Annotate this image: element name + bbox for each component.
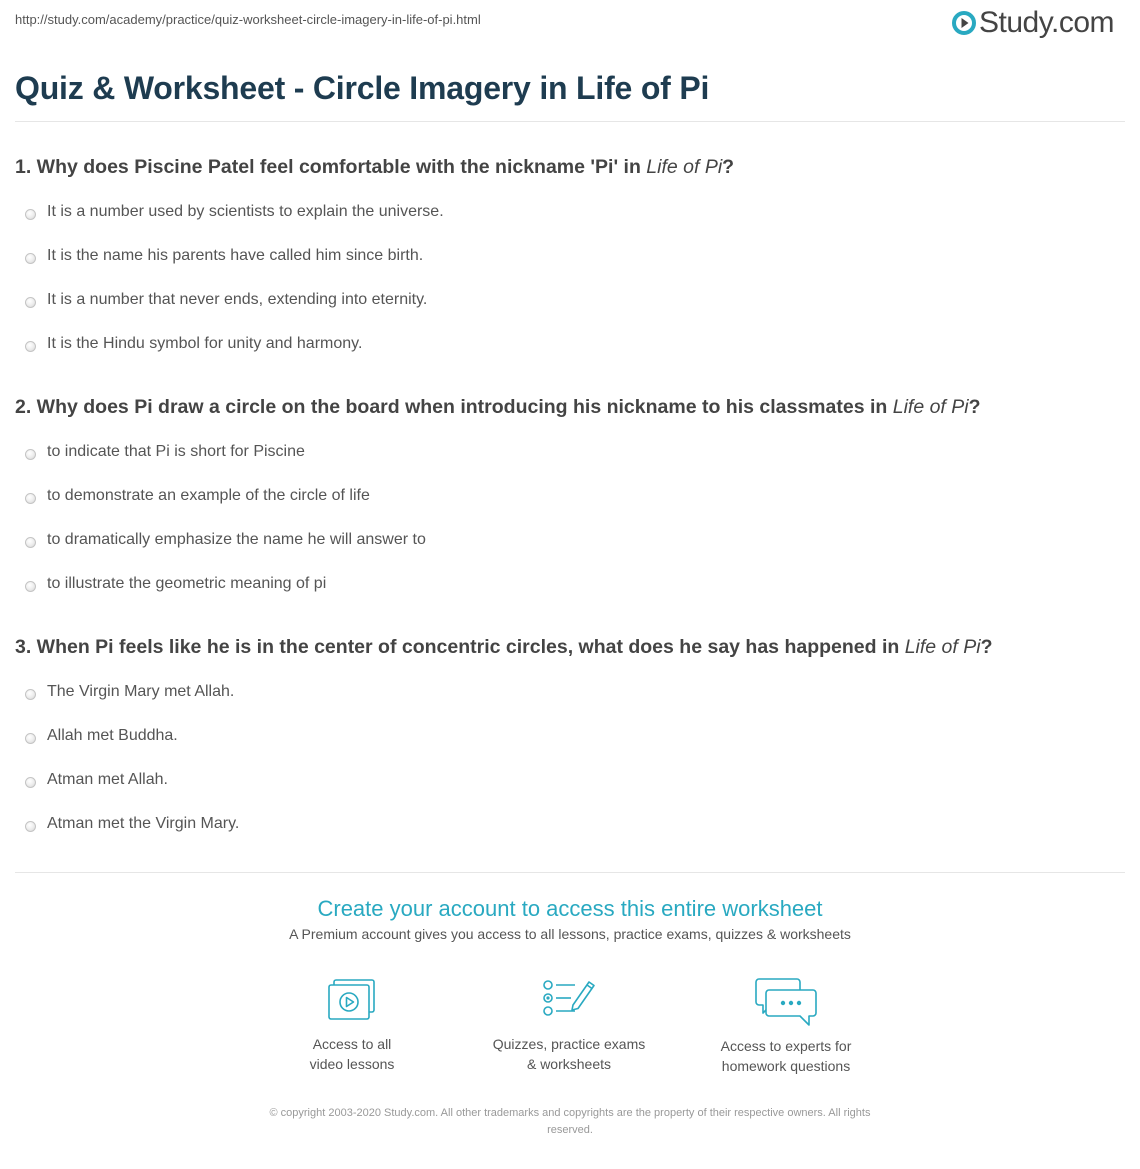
page-title: Quiz & Worksheet - Circle Imagery in Life of Pi xyxy=(15,70,710,106)
feature-label-line2: video lessons xyxy=(309,1056,395,1072)
feature-label-line1: Quizzes, practice exams xyxy=(492,1036,646,1052)
cta-divider xyxy=(15,872,1125,873)
answer-label: It is the Hindu symbol for unity and harmony. xyxy=(47,335,363,352)
answer-label: Allah met Buddha. xyxy=(47,727,178,744)
answer-options xyxy=(15,680,1125,856)
feature-quizzes xyxy=(469,976,669,1074)
feature-label-line1: Access to all xyxy=(312,1036,392,1052)
answer-option[interactable] xyxy=(15,288,1125,332)
feature-experts xyxy=(686,976,886,1076)
answer-label: Atman met the Virgin Mary. xyxy=(47,815,240,832)
feature-label-line1: Access to experts for xyxy=(720,1038,852,1054)
answer-option[interactable] xyxy=(15,332,1125,376)
answer-options xyxy=(15,200,1125,376)
feature-label-line2: & worksheets xyxy=(526,1056,612,1072)
feature-label-line2: homework questions xyxy=(721,1058,851,1074)
answer-label: It is a number that never ends, extending into eternity. xyxy=(47,291,428,308)
question-book-title: Life of Pi xyxy=(892,396,969,418)
copyright-line1: © copyright 2003-2020 Study.com. All other trademarks and copyrights are the property of their respective owners. All rights xyxy=(269,1107,871,1119)
radio-button[interactable] xyxy=(25,537,36,548)
question-suffix: ? xyxy=(968,396,981,418)
question-text-main: 2. Why does Pi draw a circle on the board when introducing his nickname to his classmates in xyxy=(15,396,893,418)
title-divider xyxy=(15,121,1125,122)
feature-video-lessons xyxy=(252,976,452,1074)
answer-label: to indicate that Pi is short for Piscine xyxy=(47,443,305,460)
radio-button[interactable] xyxy=(25,253,36,264)
answer-options xyxy=(15,440,1125,616)
answer-label: to illustrate the geometric meaning of pi xyxy=(47,575,327,592)
radio-button[interactable] xyxy=(25,581,36,592)
question-book-title: Life of Pi xyxy=(646,156,723,178)
answer-label: It is a number used by scientists to explain the universe. xyxy=(47,203,444,220)
play-circle-icon xyxy=(951,10,977,36)
answer-option[interactable] xyxy=(15,244,1125,288)
cta-subtitle: A Premium account gives you access to all lessons, practice exams, quizzes & worksheets xyxy=(289,926,851,942)
answer-option[interactable] xyxy=(15,528,1125,572)
answer-label: to demonstrate an example of the circle of life xyxy=(47,487,370,504)
quiz-checklist-icon xyxy=(541,976,597,1022)
answer-label: It is the name his parents have called him since birth. xyxy=(47,247,424,264)
answer-option[interactable] xyxy=(15,484,1125,528)
question-suffix: ? xyxy=(722,156,735,178)
question-text-main: 3. When Pi feels like he is in the center of concentric circles, what does he say has happened in xyxy=(15,636,905,658)
answer-option[interactable] xyxy=(15,440,1125,484)
question-text xyxy=(15,154,1125,180)
answer-option[interactable] xyxy=(15,768,1125,812)
answer-label: The Virgin Mary met Allah. xyxy=(47,683,235,700)
question-text xyxy=(15,394,1125,420)
radio-button[interactable] xyxy=(25,777,36,788)
answer-option[interactable] xyxy=(15,724,1125,768)
chat-experts-icon xyxy=(753,976,819,1028)
radio-button[interactable] xyxy=(25,821,36,832)
question-suffix: ? xyxy=(980,636,993,658)
radio-button[interactable] xyxy=(25,733,36,744)
answer-option[interactable] xyxy=(15,572,1125,616)
question-text xyxy=(15,634,1125,660)
radio-button[interactable] xyxy=(25,493,36,504)
feature-label xyxy=(469,1034,669,1074)
radio-button[interactable] xyxy=(25,449,36,460)
question-1 xyxy=(15,154,1125,376)
cta-create-account-link[interactable]: Create your account to access this entire worksheet xyxy=(317,896,823,921)
radio-button[interactable] xyxy=(25,297,36,308)
answer-option[interactable] xyxy=(15,812,1125,856)
video-lessons-icon xyxy=(326,976,378,1022)
answer-label: Atman met Allah. xyxy=(47,771,168,788)
question-book-title: Life of Pi xyxy=(904,636,981,658)
radio-button[interactable] xyxy=(25,209,36,220)
radio-button[interactable] xyxy=(25,689,36,700)
feature-label xyxy=(686,1036,886,1076)
radio-button[interactable] xyxy=(25,341,36,352)
answer-option[interactable] xyxy=(15,200,1125,244)
answer-label: to dramatically emphasize the name he will answer to xyxy=(47,531,426,548)
copyright-line2: reserved. xyxy=(547,1124,593,1136)
question-2 xyxy=(15,394,1125,616)
question-text-main: 1. Why does Piscine Patel feel comfortable with the nickname 'Pi' in xyxy=(15,156,647,178)
study-logo[interactable] xyxy=(951,6,1114,40)
answer-option[interactable] xyxy=(15,680,1125,724)
feature-label xyxy=(252,1034,452,1074)
copyright-footer xyxy=(0,1105,1140,1139)
question-3 xyxy=(15,634,1125,856)
logo-text: Study.com xyxy=(979,6,1114,39)
page-url: http://study.com/academy/practice/quiz-worksheet-circle-imagery-in-life-of-pi.html xyxy=(15,12,481,27)
